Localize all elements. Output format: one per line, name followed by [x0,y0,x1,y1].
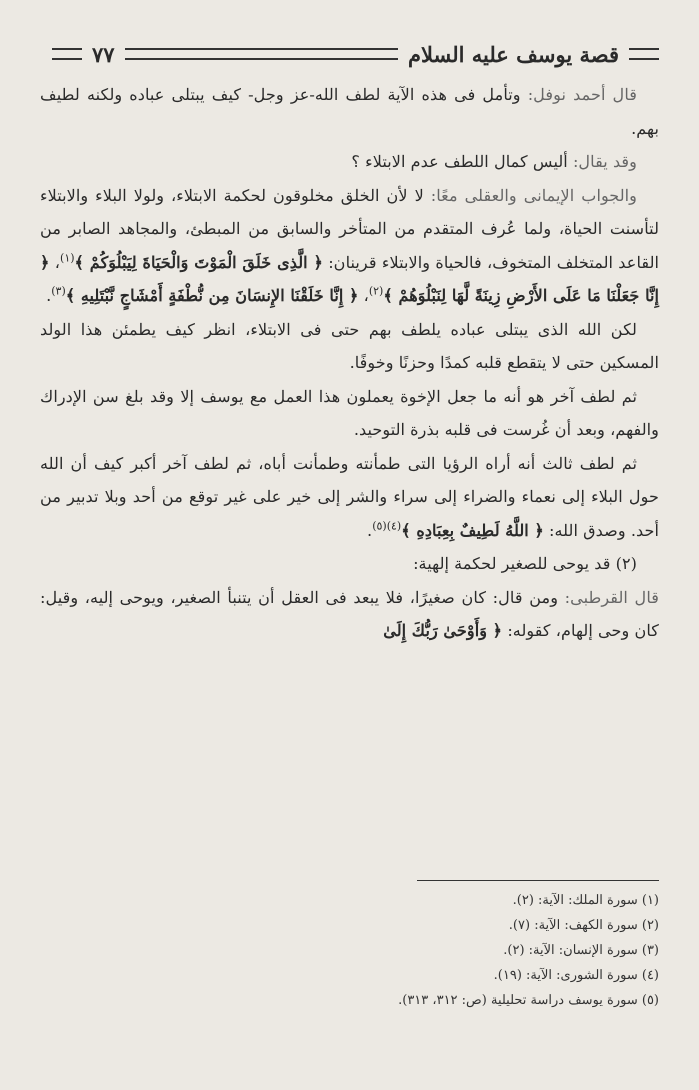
page-body [40,78,659,648]
quran-verse: ﴿ إِنَّا جَعَلْنَا مَا عَلَى الأَرْضِ زِينَةً لَّهَا لِنَبْلُوَهُمْ ﴾ [40,252,659,305]
paragraph-text: وتأمل فى هذه الآية لطف الله-عز وجل- كيف يبتلى عباده ولكنه لطيف بهم. [40,85,659,138]
separator: ، [358,286,369,305]
header-rule [125,48,398,60]
paragraph-label: قال القرطبى: [564,587,659,607]
footnote-ref: (٣) [51,284,66,298]
footnote-ref: (١) [60,251,75,265]
footnote-item: (٢) سورة الكهف: الآية: (٧). [508,918,659,933]
separator: ، [49,252,61,272]
paragraph-7 [40,581,659,648]
footnote-item: (٥) سورة يوسف دراسة تحليلية (ص: ٣١٢، ٣١٣). [398,993,659,1008]
quran-verse: ﴿ إِنَّا خَلَقْنَا الإِنسَانَ مِن نُّطْفَةٍ أَمْشَاجٍ نَّبْتَلِيهِ ﴾ [65,286,359,305]
paragraph-end: . [367,520,373,540]
header-dash-right [629,48,659,60]
paragraph-text: ثم لطف آخر هو أنه ما جعل الإخوة يعملون هذا العمل مع يوسف إلا وقد بلغ سن الإدراك والفهم، وبعد أن غُرست فى قلبه بذرة التوحيد. [40,386,659,439]
page-number: ٧٧ [92,41,115,67]
quran-verse: ﴿ الَّذِى خَلَقَ الْمَوْتَ وَالْحَيَاةَ لِيَبْلُوَكُمْ ﴾ [74,252,323,272]
footnote-item: (١) سورة الملك: الآية: (٢). [512,893,659,908]
subheading: (٢) قد يوحى للصغير لحكمة إلهية: [413,554,637,573]
paragraph-6 [40,447,659,548]
paragraph-text: ثم لطف ثالث أنه أراه الرؤيا التى طمأنته وطمأنت أباه، ثم لطف آخر أكبر كيف أن الله حول البلاء إلى نعماء والضراء إلى سراء والشر إلى خير على غير توقع من أحد وبلا تدبير من أحد. وصدق الله: [40,453,659,540]
footnote-item: (٤) سورة الشورى: الآية: (١٩). [493,968,659,983]
page-header [52,38,659,70]
running-title: قصة يوسف عليه السلام [407,41,619,67]
paragraph-label: قال أحمد نوفل: [527,85,637,104]
paragraph-1 [40,78,659,145]
paragraph-text: أليس كمال اللطف عدم الابتلاء ؟ [351,152,573,171]
paragraph-label: والجواب الإيمانى والعقلى معًا: [430,185,637,205]
paragraph-2 [40,145,659,179]
paragraph-label: وقد يقال: [572,152,637,171]
quran-verse: ﴿ اللَّهُ لَطِيفٌ بِعِبَادِهِ ﴾ [401,520,544,540]
paragraph-end: . [46,286,52,305]
footnotes [239,888,659,1013]
paragraph-4 [40,313,659,380]
footnote-ref: (٤)(٥) [372,519,402,533]
paragraph-3 [40,179,659,313]
quran-verse: ﴿ وَأَوْحَىٰ رَبُّكَ إِلَىٰ [383,621,503,640]
paragraph-text: ومن قال: كان صغيرًا، فلا يبعد فى العقل أن يتنبأ الصغير، ويوحى إليه، وقيل: كان وحى إلهام، كقوله: [40,587,659,640]
paragraph-5 [40,380,659,447]
paragraph-text: لكن الله الذى يبتلى عباده يلطف بهم حتى فى الابتلاء، انظر كيف يطمئن هذا الولد المسكين حتى لا يتقطع قلبه كمدًا وحزنًا وخوفًا. [40,319,659,372]
footnote-ref: (٢) [368,284,384,298]
footnote-divider [417,880,659,881]
footnote-item: (٣) سورة الإنسان: الآية: (٢). [503,943,659,958]
paragraph-text: لا لأن الخلق مخلوقون لحكمة الابتلاء، ولولا البلاء والابتلاء لتأسنت الحياة، ولما عُرف المتقدم من المتأخر والسابق من المبطئ، والمجاهد الصابر من القاعد المتخلف المتخوف، فالحياة والابتلاء قرينان: [40,185,659,272]
header-dash-left [52,48,82,60]
